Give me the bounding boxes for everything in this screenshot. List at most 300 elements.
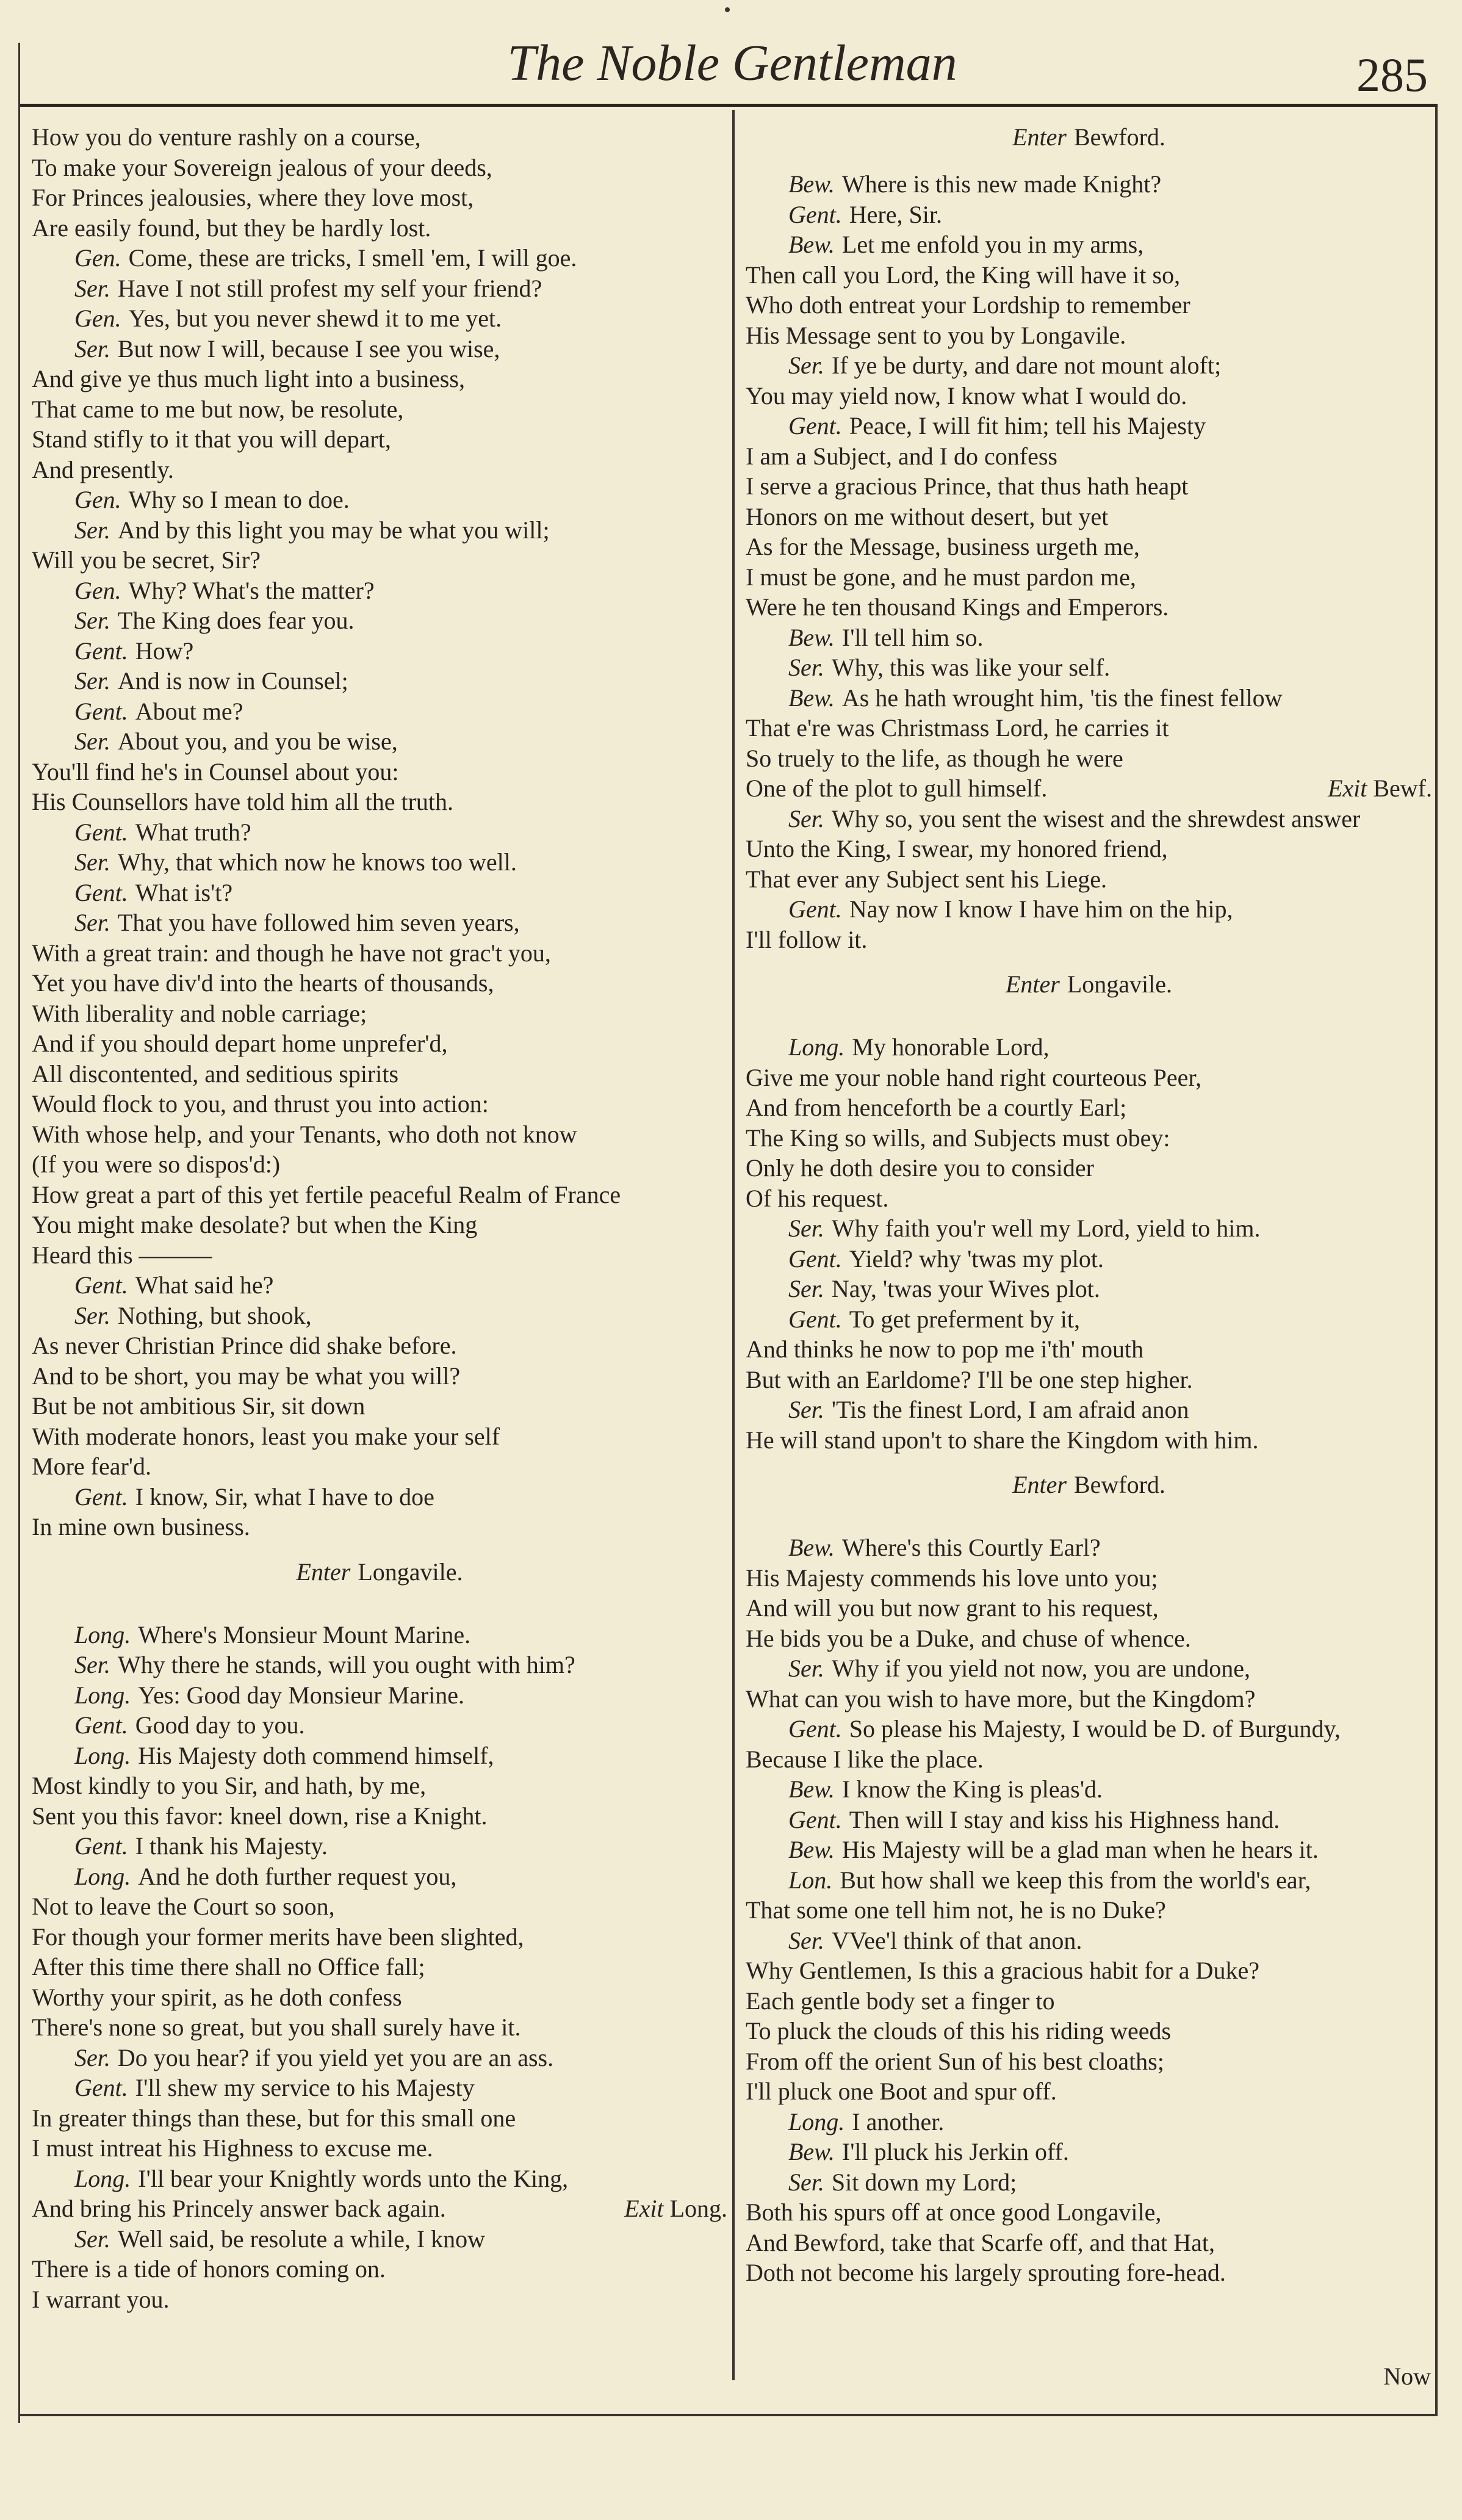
speech-line <box>746 804 1432 834</box>
verse-text: How great a part of this yet fertile peaceful Realm of France <box>32 1180 621 1208</box>
verse-text: And thinks he now to pop me i'th' mouth <box>746 1335 1144 1363</box>
speech-line <box>746 1653 1432 1684</box>
frame-rule-right <box>1435 107 1438 2414</box>
verse-line <box>32 1952 727 1982</box>
speech-line <box>32 2224 727 2255</box>
speaker-prefix: Gen. <box>74 486 121 513</box>
verse-text: And to be short, you may be what you will? <box>32 1362 461 1390</box>
speaker-prefix: Gent. <box>788 412 842 439</box>
verse-text: And bring his Princely answer back again. <box>32 2195 446 2222</box>
speaker-prefix: Bew. <box>788 2138 835 2165</box>
verse-line <box>32 455 727 485</box>
verse-line <box>32 2254 727 2284</box>
speech-text: About you, and you be wise, <box>117 727 398 755</box>
exit-word: Exit <box>624 2195 664 2222</box>
speaker-prefix: Ser. <box>788 1926 824 1954</box>
speech-line <box>32 2073 727 2103</box>
verse-text: For though your former merits have been slighted, <box>32 1922 524 1951</box>
speech-text: Why there he stands, will you ought with him? <box>117 1651 575 1678</box>
verse-text: More fear'd. <box>32 1453 151 1480</box>
verse-text: Yet you have div'd into the hearts of thousands, <box>32 969 494 997</box>
speaker-prefix: Ser. <box>74 848 110 876</box>
speaker-prefix: Gen. <box>74 244 121 272</box>
speech-text: I'll pluck his Jerkin off. <box>841 2138 1069 2165</box>
speech-text: Do you hear? if you yield yet you are an ass. <box>117 2043 554 2071</box>
verse-line <box>32 968 727 998</box>
exit-name: Long. <box>663 2195 727 2222</box>
speech-line <box>746 169 1432 200</box>
verse-line <box>32 2193 727 2224</box>
verse-text: Stand stifly to it that you will depart, <box>32 425 391 453</box>
speaker-prefix: Gent. <box>788 200 842 228</box>
speaker-prefix: Gent. <box>788 1244 842 1273</box>
header-rule <box>18 104 1438 107</box>
speech-line <box>32 1482 727 1512</box>
speaker-prefix: Gent. <box>74 818 128 846</box>
stage-direction <box>746 955 1432 1016</box>
speech-line <box>32 515 727 546</box>
verse-text: After this time there shall no Office fall; <box>32 1953 425 1980</box>
verse-line <box>746 562 1432 593</box>
verse-text: The King so wills, and Subjects must obey: <box>746 1124 1170 1152</box>
speech-text: Why so, you sent the wisest and the shrewdest answer <box>831 804 1361 832</box>
verse-line <box>746 320 1432 351</box>
verse-line <box>746 1684 1432 1714</box>
speaker-prefix: Ser. <box>788 2168 824 2196</box>
verse-line <box>746 1593 1432 1623</box>
speaker-prefix: Bew. <box>788 623 835 651</box>
speech-text: Let me enfold you in my arms, <box>841 231 1144 258</box>
verse-line <box>746 381 1432 411</box>
verse-line <box>32 1982 727 2013</box>
verse-line <box>32 545 727 576</box>
frame-rule-left <box>18 43 20 2423</box>
speech-text: VVee'l think of that anon. <box>831 1926 1082 1954</box>
speech-line <box>32 1650 727 1680</box>
verse-text: That some one tell him not, he is no Duke? <box>746 1896 1166 1924</box>
verse-line <box>32 938 727 969</box>
verse-line <box>746 2016 1432 2046</box>
verse-line <box>32 2012 727 2043</box>
stage-direction-name: Bewford. <box>1073 123 1165 151</box>
speech-line <box>746 1926 1432 1956</box>
speech-text: Where's this Courtly Earl? <box>841 1534 1101 1561</box>
verse-line <box>32 1180 727 1210</box>
speech-text: Sit down my Lord; <box>831 2168 1017 2196</box>
speech-text: And he doth further request you, <box>138 1862 457 1890</box>
verse-text: And Bewford, take that Scarfe off, and that Hat, <box>746 2228 1215 2256</box>
verse-line <box>746 260 1432 291</box>
speech-line <box>746 1395 1432 1425</box>
exit-direction <box>1328 773 1432 804</box>
verse-text: Will you be secret, Sir? <box>32 546 261 574</box>
verse-text: And give ye thus much light into a business, <box>32 365 465 392</box>
verse-text: I must be gone, and he must pardon me, <box>746 563 1136 591</box>
verse-text: One of the plot to gull himself. <box>746 774 1048 802</box>
verse-text: From off the orient Sun of his best cloaths; <box>746 2047 1164 2075</box>
speech-line <box>746 2167 1432 2198</box>
speech-line <box>32 1710 727 1741</box>
speech-text: The King does fear you. <box>117 607 355 634</box>
speech-line <box>746 1774 1432 1805</box>
speech-text: Yield? why 'twas my plot. <box>849 1244 1104 1273</box>
speech-line <box>746 2137 1432 2167</box>
verse-text: Were he ten thousand Kings and Emperors. <box>746 593 1169 621</box>
speech-line <box>746 683 1432 713</box>
verse-line <box>32 394 727 425</box>
stage-direction-name: Longavile. <box>358 1558 463 1586</box>
verse-line <box>746 1986 1432 2016</box>
spacer <box>32 1604 727 1620</box>
speech-line <box>746 1244 1432 1274</box>
running-title: The Noble Gentleman <box>507 35 957 92</box>
speech-text: To get preferment by it, <box>849 1305 1080 1333</box>
speech-line <box>32 908 727 938</box>
verse-line <box>746 290 1432 320</box>
verse-line <box>32 153 727 183</box>
verse-line <box>746 532 1432 562</box>
speech-text: What truth? <box>135 818 251 846</box>
verse-text: Each gentle body set a finger to <box>746 1987 1055 2015</box>
verse-text: I warrant you. <box>32 2285 170 2313</box>
verse-line <box>746 1183 1432 1214</box>
verse-line <box>32 1771 727 1801</box>
verse-line <box>32 1330 727 1361</box>
stage-direction-enter: Enter <box>1012 123 1067 151</box>
verse-line <box>746 1895 1432 1926</box>
speaker-prefix: Ser. <box>74 727 110 755</box>
speech-text: Nay now I know I have him on the hip, <box>849 895 1233 923</box>
speech-text: So please his Majesty, I would be D. of Burgundy, <box>849 1715 1341 1742</box>
verse-line <box>746 2197 1432 2228</box>
speech-line <box>746 1274 1432 1304</box>
verse-text: You'll find he's in Counsel about you: <box>32 757 399 785</box>
verse-text: (If you were so dispos'd:) <box>32 1150 281 1178</box>
speech-line <box>746 350 1432 381</box>
verse-text: Both his spurs off at once good Longavile, <box>746 2198 1162 2226</box>
speech-line <box>746 1533 1432 1563</box>
speaker-prefix: Ser. <box>788 1655 824 1682</box>
speech-line <box>32 696 727 727</box>
speech-text: I'll bear your Knightly words unto the King, <box>138 2164 569 2192</box>
verse-text: You might make desolate? but when the King <box>32 1211 478 1238</box>
spacer <box>746 1517 1432 1533</box>
speaker-prefix: Bew. <box>788 1775 835 1803</box>
speech-line <box>32 1620 727 1650</box>
speaker-prefix: Gent. <box>74 1711 128 1739</box>
verse-line <box>32 2284 727 2315</box>
speech-text: About me? <box>135 697 243 725</box>
verse-line <box>746 2046 1432 2077</box>
verse-text: His Message sent to you by Longavile. <box>746 321 1126 349</box>
speech-text: Why, that which now he knows too well. <box>117 848 517 876</box>
page-number: 285 <box>1356 48 1428 101</box>
speech-text: Well said, be resolute a while, I know <box>117 2225 486 2253</box>
verse-text: There's none so great, but you shall surely have it. <box>32 2013 521 2041</box>
speech-line <box>32 303 727 334</box>
speaker-prefix: Ser. <box>74 667 110 695</box>
verse-line <box>32 1028 727 1059</box>
speech-text: But now I will, because I see you wise, <box>117 334 500 363</box>
verse-line <box>32 1149 727 1180</box>
speech-line <box>32 636 727 666</box>
verse-text: As for the Message, business urgeth me, <box>746 533 1140 560</box>
verse-text: So truely to the life, as though he were <box>746 744 1123 772</box>
verse-line <box>32 1922 727 1952</box>
speech-line <box>746 229 1432 260</box>
speech-line <box>746 894 1432 925</box>
speech-text: Why, this was like your self. <box>831 654 1111 681</box>
speech-text: What is't? <box>135 878 233 906</box>
verse-text: Doth not become his largely sprouting fore-head. <box>746 2259 1226 2286</box>
speaker-prefix: Gent. <box>788 1305 842 1333</box>
speaker-prefix: Bew. <box>788 1836 835 1863</box>
verse-text: As never Christian Prince did shake before. <box>32 1332 457 1359</box>
verse-line <box>32 1240 727 1271</box>
speech-text: Why if you yield not now, you are undone, <box>831 1655 1251 1682</box>
verse-text: He will stand upon't to share the Kingdom with him. <box>746 1426 1259 1454</box>
verse-line <box>32 213 727 244</box>
verse-text: Unto the King, I swear, my honored friend, <box>746 835 1168 862</box>
speech-text: I know the King is pleas'd. <box>841 1775 1103 1803</box>
verse-text: In greater things than these, but for this small one <box>32 2104 516 2132</box>
verse-text: For Princes jealousies, where they love most, <box>32 184 474 211</box>
exit-name: Bewf. <box>1367 774 1432 802</box>
speech-text: How? <box>135 637 194 665</box>
speech-text: I another. <box>852 2107 945 2136</box>
verse-line <box>32 1089 727 1119</box>
speaker-prefix: Ser. <box>788 804 824 832</box>
verse-text: That came to me but now, be resolute, <box>32 395 404 423</box>
speech-line <box>32 1741 727 1771</box>
speaker-prefix: Ser. <box>788 1275 824 1302</box>
verse-text: Only he doth desire you to consider <box>746 1154 1094 1182</box>
verse-text: And from henceforth be a courtly Earl; <box>746 1094 1127 1121</box>
verse-text: In mine own business. <box>32 1513 250 1540</box>
speaker-prefix: Gent. <box>788 1715 842 1742</box>
spacer <box>746 1016 1432 1032</box>
speaker-prefix: Ser. <box>74 334 110 363</box>
verse-text: Heard this ——— <box>32 1241 212 1269</box>
stage-direction-name: Longavile. <box>1067 970 1173 998</box>
verse-line <box>746 1744 1432 1775</box>
verse-line <box>746 1425 1432 1456</box>
verse-line <box>746 834 1432 864</box>
verse-text: All discontented, and seditious spirits <box>32 1060 399 1088</box>
verse-line <box>746 1334 1432 1365</box>
speaker-prefix: Gent. <box>74 1482 128 1511</box>
speech-line <box>32 485 727 515</box>
verse-text: Give me your noble hand right courteous Peer, <box>746 1063 1202 1091</box>
speech-line <box>746 2107 1432 2137</box>
verse-line <box>746 471 1432 502</box>
verse-text: How you do venture rashly on a course, <box>32 123 421 151</box>
speaker-prefix: Gent. <box>788 1805 842 1833</box>
stage-direction <box>746 1455 1432 1517</box>
speech-line <box>746 1032 1432 1063</box>
verse-text: What can you wish to have more, but the Kingdom? <box>746 1684 1256 1713</box>
speaker-prefix: Ser. <box>74 516 110 544</box>
speech-text: As he hath wrought him, 'tis the finest fellow <box>841 684 1283 712</box>
catchword: Now <box>1383 2363 1431 2390</box>
verse-text: To pluck the clouds of this his riding weeds <box>746 2017 1172 2045</box>
speech-text: Here, Sir. <box>849 200 942 228</box>
speaker-prefix: Ser. <box>788 654 824 681</box>
verse-text: Would flock to you, and thrust you into action: <box>32 1090 489 1117</box>
speech-line <box>32 273 727 304</box>
speaker-prefix: Ser. <box>74 2225 110 2253</box>
verse-text: Then call you Lord, the King will have it so, <box>746 261 1181 289</box>
verse-text: With liberality and noble carriage; <box>32 999 367 1027</box>
verse-line <box>746 743 1432 774</box>
speech-line <box>32 817 727 848</box>
speech-line <box>746 623 1432 653</box>
speech-line <box>32 334 727 364</box>
verse-text: I must intreat his Highness to excuse me. <box>32 2134 433 2162</box>
verse-line <box>32 757 727 787</box>
speaker-prefix: Gent. <box>74 637 128 665</box>
verse-text: His Majesty commends his love unto you; <box>746 1564 1158 1592</box>
verse-line <box>746 2228 1432 2258</box>
speaker-prefix: Long. <box>788 1033 845 1061</box>
speech-text: That you have followed him seven years, <box>117 909 520 936</box>
speaker-prefix: Bew. <box>788 684 835 712</box>
speech-text: I'll shew my service to his Majesty <box>135 2074 475 2101</box>
verse-line <box>32 1391 727 1421</box>
verse-line <box>32 122 727 153</box>
speaker-prefix: Gent. <box>74 878 128 906</box>
speech-text: 'Tis the finest Lord, I am afraid anon <box>831 1396 1189 1423</box>
speech-line <box>32 878 727 908</box>
verse-line <box>746 864 1432 895</box>
verse-line <box>32 1210 727 1240</box>
speech-text: Then will I stay and kiss his Highness hand. <box>849 1805 1280 1833</box>
verse-text: His Counsellors have told him all the truth. <box>32 788 454 815</box>
speech-text: Nothing, but shook, <box>117 1301 312 1329</box>
verse-text: He bids you be a Duke, and chuse of whence. <box>746 1624 1191 1652</box>
stage-direction-enter: Enter <box>296 1558 351 1586</box>
verse-text: Worthy your spirit, as he doth confess <box>32 1983 402 2011</box>
verse-line <box>32 1361 727 1392</box>
speech-line <box>746 1835 1432 1865</box>
verse-line <box>32 1059 727 1089</box>
verse-text: I serve a gracious Prince, that thus hath heapt <box>746 472 1189 500</box>
verse-text: And if you should depart home unprefer'd, <box>32 1030 448 1057</box>
verse-text: To make your Sovereign jealous of your deeds, <box>32 153 492 181</box>
verse-text: With whose help, and your Tenants, who doth not know <box>32 1120 577 1148</box>
verse-line <box>746 1955 1432 1986</box>
stage-direction <box>32 1542 727 1604</box>
verse-line <box>746 1563 1432 1594</box>
verse-text: Who doth entreat your Lordship to remember <box>746 291 1190 319</box>
speech-line <box>746 200 1432 230</box>
speaker-prefix: Gen. <box>74 576 121 604</box>
speaker-prefix: Long. <box>74 1862 131 1890</box>
verse-line <box>746 1123 1432 1153</box>
verse-text: That e're was Christmass Lord, he carries it <box>746 714 1169 742</box>
speech-line <box>746 1714 1432 1744</box>
verse-text: Most kindly to you Sir, and hath, by me, <box>32 1772 427 1799</box>
speech-text: Peace, I will fit him; tell his Majesty <box>849 412 1206 439</box>
verse-text: Are easily found, but they be hardly lost. <box>32 214 431 242</box>
speech-line <box>32 1270 727 1301</box>
verse-line <box>32 1421 727 1452</box>
verse-line <box>32 1891 727 1922</box>
speaker-prefix: Bew. <box>788 170 835 198</box>
speech-text: But how shall we keep this from the world's ear, <box>840 1866 1311 1894</box>
speaker-prefix: Bew. <box>788 1534 835 1561</box>
verse-line <box>32 1512 727 1542</box>
verse-text: Of his request. <box>746 1184 889 1212</box>
speaker-prefix: Long. <box>74 1620 131 1648</box>
speaker-prefix: Lon. <box>788 1866 833 1894</box>
verse-text: Not to leave the Court so soon, <box>32 1893 335 1920</box>
speaker-prefix: Ser. <box>74 1651 110 1678</box>
speech-text: Where is this new made Knight? <box>841 170 1162 198</box>
verse-text: With moderate honors, least you make your self <box>32 1422 500 1450</box>
verse-text: But be not ambitious Sir, sit down <box>32 1392 366 1420</box>
stage-direction-enter: Enter <box>1012 1471 1067 1498</box>
speech-text: Why so I mean to doe. <box>128 486 350 513</box>
verse-text: There is a tide of honors coming on. <box>32 2255 386 2283</box>
speech-line <box>32 1861 727 1892</box>
verse-line <box>32 1801 727 1832</box>
verse-line <box>32 998 727 1029</box>
speaker-prefix: Ser. <box>74 274 110 302</box>
verse-line <box>32 364 727 394</box>
speaker-prefix: Gent. <box>74 1832 128 1860</box>
verse-text: Honors on me without desert, but yet <box>746 502 1109 530</box>
speech-text: What said he? <box>135 1271 274 1299</box>
speech-line <box>32 576 727 606</box>
speech-line <box>32 243 727 273</box>
speech-text: I thank his Majesty. <box>135 1832 328 1860</box>
verse-text: That ever any Subject sent his Liege. <box>746 865 1107 893</box>
speech-text: If ye be durty, and dare not mount aloft; <box>831 352 1222 379</box>
verse-line <box>32 787 727 817</box>
speech-line <box>32 666 727 696</box>
exit-direction <box>624 2193 727 2224</box>
speech-line <box>32 1680 727 1711</box>
speech-text: Have I not still profest my self your friend? <box>117 274 542 302</box>
verse-text: I am a Subject, and I do confess <box>746 442 1057 470</box>
verse-line <box>746 1153 1432 1183</box>
speech-text: Why? What's the matter? <box>128 576 375 604</box>
verse-line <box>32 2133 727 2164</box>
verse-line <box>746 2076 1432 2107</box>
speech-text: Nay, 'twas your Wives plot. <box>831 1275 1100 1302</box>
speaker-prefix: Ser. <box>74 2043 110 2071</box>
speech-text: Why faith you'r well my Lord, yield to him. <box>831 1215 1261 1242</box>
speech-text: His Majesty will be a glad man when he hears it. <box>841 1836 1319 1863</box>
verse-line <box>32 1119 727 1150</box>
speaker-prefix: Gent. <box>74 1271 128 1299</box>
speech-text: I'll tell him so. <box>841 623 984 651</box>
speech-line <box>32 1301 727 1331</box>
speech-text: Where's Monsieur Mount Marine. <box>138 1620 471 1648</box>
speaker-prefix: Ser. <box>74 909 110 936</box>
speech-line <box>32 726 727 757</box>
speech-text: Yes: Good day Monsieur Marine. <box>138 1681 465 1709</box>
verse-text: Because I like the place. <box>746 1745 984 1773</box>
verse-line <box>32 182 727 213</box>
verse-text: You may yield now, I know what I would do. <box>746 381 1187 410</box>
verse-text: But with an Earldome? I'll be one step higher. <box>746 1365 1193 1393</box>
speech-line <box>32 605 727 636</box>
verse-line <box>746 773 1432 804</box>
speaker-prefix: Gen. <box>74 305 121 332</box>
speech-text: And is now in Counsel; <box>117 667 348 695</box>
